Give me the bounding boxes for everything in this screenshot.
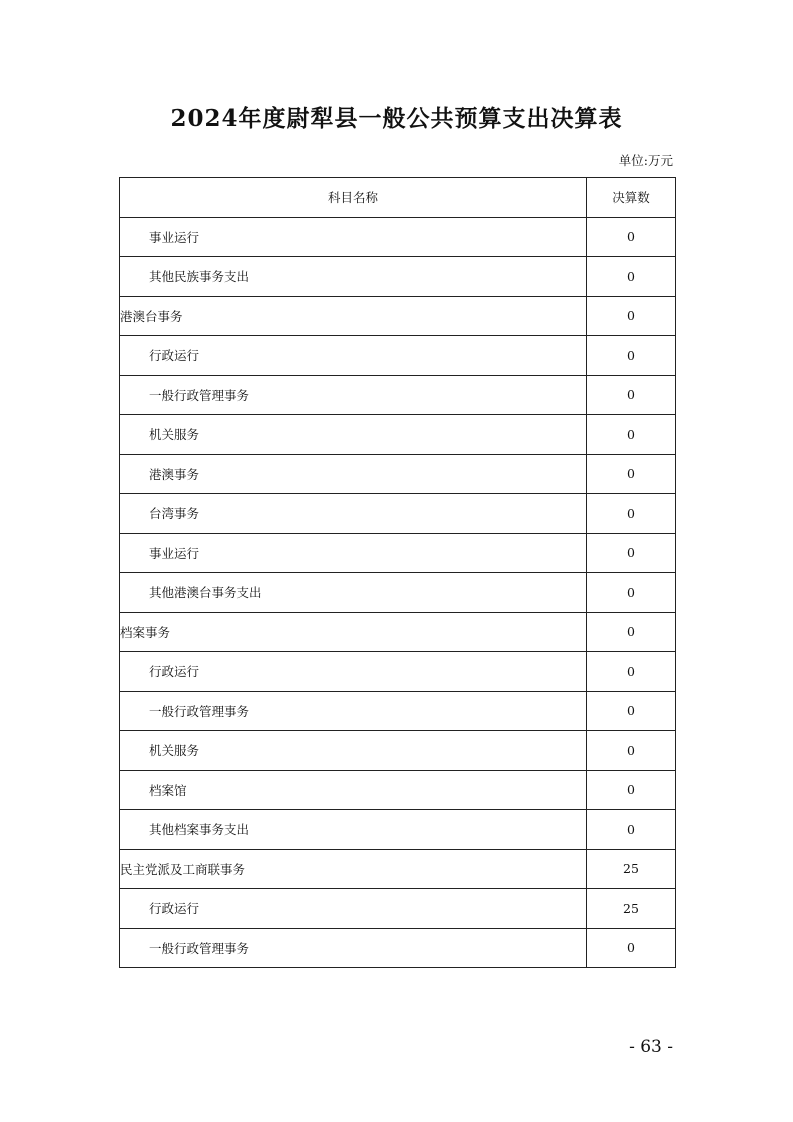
subject-name-cell: 港澳事务 — [120, 454, 587, 494]
table-row — [120, 494, 676, 534]
table-row — [120, 454, 676, 494]
subject-name-cell: 档案馆 — [120, 770, 587, 810]
amount-cell: 25 — [587, 849, 676, 889]
table-row — [120, 849, 676, 889]
subject-name-cell: 其他民族事务支出 — [120, 257, 587, 297]
amount-cell: 0 — [587, 217, 676, 257]
table-row — [120, 731, 676, 771]
subject-name-cell: 其他档案事务支出 — [120, 810, 587, 850]
table-row — [120, 296, 676, 336]
table-row — [120, 336, 676, 376]
table-row — [120, 652, 676, 692]
subject-name-cell: 一般行政管理事务 — [120, 928, 587, 968]
column-header-subject: 科目名称 — [120, 178, 587, 218]
subject-name-cell: 行政运行 — [120, 889, 587, 929]
table-header-row — [120, 178, 676, 218]
amount-cell: 0 — [587, 494, 676, 534]
subject-name-cell: 机关服务 — [120, 731, 587, 771]
subject-name-cell: 民主党派及工商联事务 — [120, 849, 587, 889]
subject-name-cell: 一般行政管理事务 — [120, 375, 587, 415]
table-row — [120, 257, 676, 297]
table-row — [120, 612, 676, 652]
table-row — [120, 770, 676, 810]
subject-name-cell: 一般行政管理事务 — [120, 691, 587, 731]
subject-name-cell: 事业运行 — [120, 533, 587, 573]
amount-cell: 0 — [587, 296, 676, 336]
subject-name-cell: 台湾事务 — [120, 494, 587, 534]
unit-label: 单位:万元 — [618, 153, 673, 168]
amount-cell: 0 — [587, 810, 676, 850]
amount-cell: 0 — [587, 612, 676, 652]
budget-table — [119, 177, 676, 968]
amount-cell: 0 — [587, 257, 676, 297]
amount-cell: 0 — [587, 652, 676, 692]
table-body — [120, 217, 676, 968]
subject-name-cell: 事业运行 — [120, 217, 587, 257]
page-title: 2024年度尉犁县一般公共预算支出决算表 — [170, 105, 623, 132]
table-row — [120, 533, 676, 573]
table-row — [120, 810, 676, 850]
table-row — [120, 691, 676, 731]
table-row — [120, 573, 676, 613]
amount-cell: 0 — [587, 928, 676, 968]
subject-name-cell: 行政运行 — [120, 652, 587, 692]
amount-cell: 0 — [587, 770, 676, 810]
subject-name-cell: 行政运行 — [120, 336, 587, 376]
amount-cell: 0 — [587, 415, 676, 455]
table-row — [120, 928, 676, 968]
subject-name-cell: 港澳台事务 — [120, 296, 587, 336]
table-row — [120, 889, 676, 929]
subject-name-cell: 机关服务 — [120, 415, 587, 455]
amount-cell: 0 — [587, 533, 676, 573]
table-row — [120, 375, 676, 415]
amount-cell: 0 — [587, 731, 676, 771]
table-row — [120, 415, 676, 455]
subject-name-cell: 其他港澳台事务支出 — [120, 573, 587, 613]
amount-cell: 0 — [587, 336, 676, 376]
table-row — [120, 217, 676, 257]
amount-cell: 0 — [587, 454, 676, 494]
subject-name-cell: 档案事务 — [120, 612, 587, 652]
amount-cell: 0 — [587, 691, 676, 731]
column-header-amount: 决算数 — [587, 178, 676, 218]
page-number: - 63 - — [629, 1037, 673, 1057]
amount-cell: 25 — [587, 889, 676, 929]
amount-cell: 0 — [587, 573, 676, 613]
amount-cell: 0 — [587, 375, 676, 415]
